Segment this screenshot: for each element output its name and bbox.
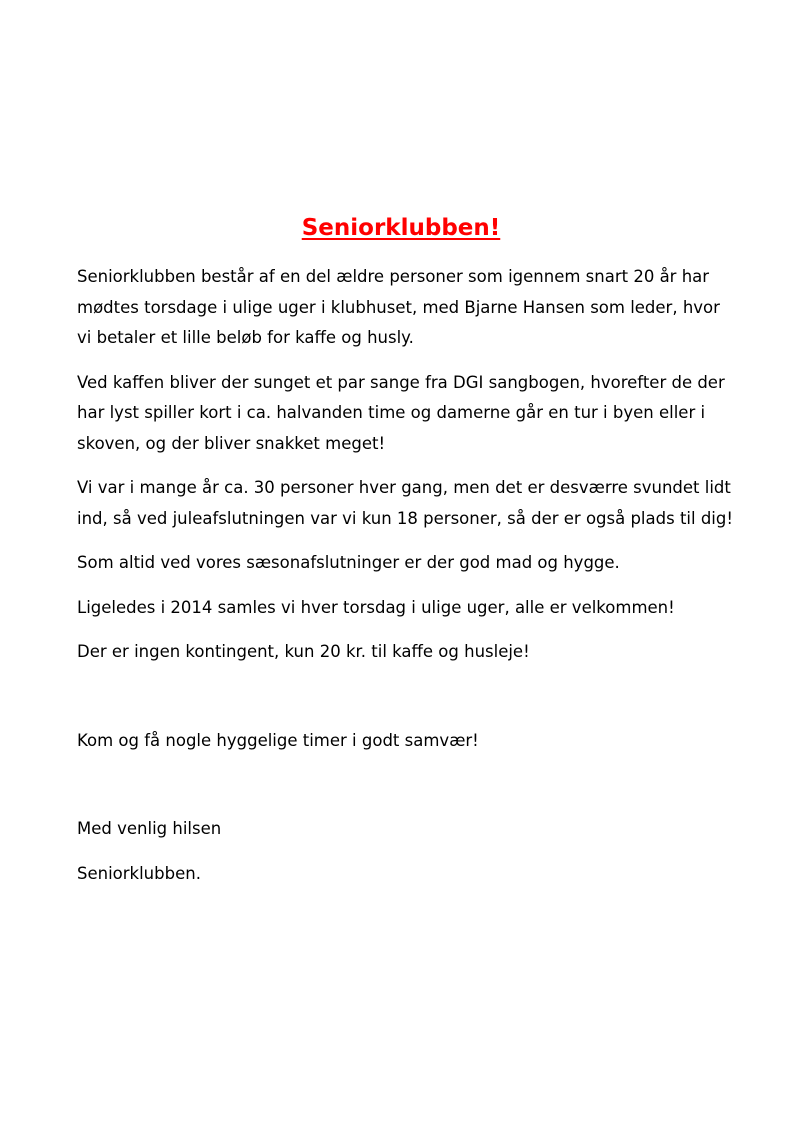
paragraph-schedule-2014: Ligeledes i 2014 samles vi hver torsdag i ulige uger, alle er velkommen!: [77, 597, 675, 617]
paragraph-season-end: Som altid ved vores sæsonafslutninger er der god mad og hygge.: [77, 553, 620, 572]
paragraph-activities: Ved kaffen bliver der sunget et par sange fra DGI sangbogen, hvorefter de der har lyst spiller kort i ca. halvanden time og damerne går en tur i byen eller i skoven, og der bliver snakket meget!: [77, 372, 725, 453]
document-title: Seniorklubben!: [301, 215, 501, 241]
closing-greeting: Med venlig hilsen: [77, 819, 222, 838]
paragraph-fee: Der er ingen kontingent, kun 20 kr. til kaffe og husleje!: [77, 642, 530, 661]
spacer: [77, 682, 737, 726]
spacer: [77, 770, 737, 814]
paragraph-intro: Seniorklubben består af en del ældre personer som igennem snart 20 år har mødtes torsdage i ulige uger i klubhuset, med Bjarne Hansen som leder, hvor vi betaler et lille beløb for kaffe og husly.: [77, 267, 720, 347]
document-body: [77, 262, 737, 903]
paragraph-invitation: Kom og få nogle hyggelige timer i godt samvær!: [77, 730, 479, 750]
paragraph-attendance: Vi var i mange år ca. 30 personer hver gang, men det er desværre svundet lidt ind, så ved juleafslutningen var vi kun 18 personer, så der er også plads til dig!: [77, 478, 733, 528]
signature: Seniorklubben.: [77, 863, 201, 883]
